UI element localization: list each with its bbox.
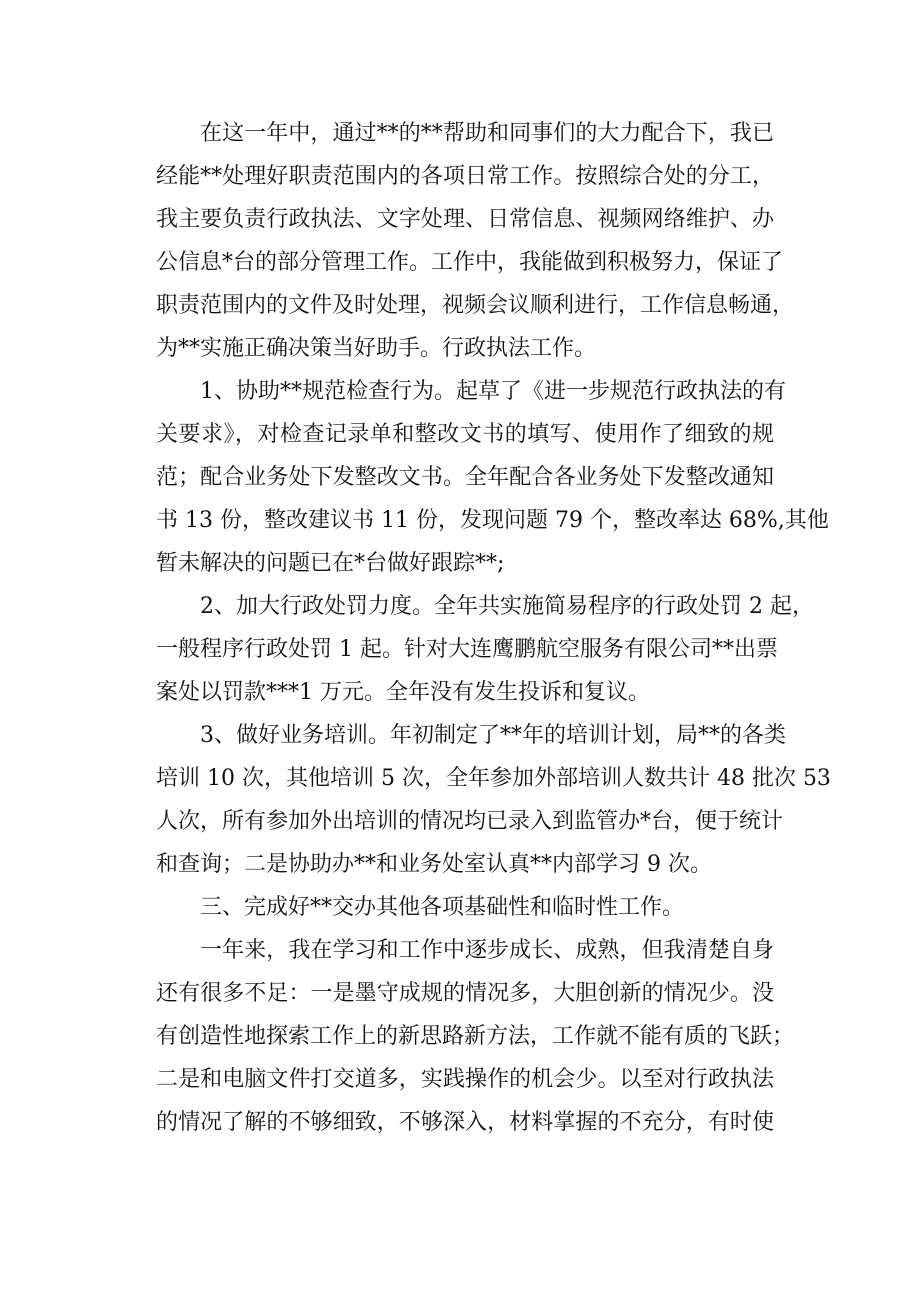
text-line: 为**实施正确决策当好助手。行政执法工作。	[156, 336, 597, 361]
paragraph	[156, 929, 795, 1144]
paragraph	[156, 886, 774, 929]
text-line: 我主要负责行政执法、文字处理、日常信息、视频网络维护、办	[156, 207, 774, 232]
text-line: 的情况了解的不够细致，不够深入，材料掌握的不充分，有时使	[156, 1110, 774, 1135]
text-line: 一般程序行政处罚 1 起。针对大连鹰鹏航空服务有限公司**出票	[156, 637, 778, 662]
paragraph	[156, 370, 829, 585]
paragraph	[156, 585, 814, 714]
document-body	[156, 112, 831, 1144]
text-line: 还有很多不足：一是墨守成规的情况多，大胆创新的情况少。没	[156, 981, 774, 1006]
text-line: 三、完成好**交办其他各项基础性和临时性工作。	[200, 895, 685, 920]
text-line: 人次，所有参加外出培训的情况均已录入到监管办*台，便于统计	[156, 809, 784, 834]
text-line: 经能**处理好职责范围内的各项日常工作。按照综合处的分工，	[156, 164, 774, 189]
text-line: 3、做好业务培训。年初制定了**年的培训计划，局**的各类	[200, 723, 786, 748]
text-line: 范；配合业务处下发整改文书。全年配合各业务处下发整改通知	[156, 465, 774, 490]
text-line: 和查询；二是协助办**和业务处室认真**内部学习 9 次。	[156, 852, 712, 877]
text-line: 2、加大行政处罚力度。全年共实施简易程序的行政处罚 2 起，	[200, 594, 814, 619]
text-line: 案处以罚款***1 万元。全年没有发生投诉和复议。	[156, 680, 650, 705]
paragraph	[156, 714, 831, 886]
text-line: 书 13 份，整改建议书 11 份，发现问题 79 个，整改率达 68%,其他	[156, 508, 829, 533]
text-line: 一年来，我在学习和工作中逐步成长、成熟，但我清楚自身	[200, 938, 774, 963]
text-line: 培训 10 次，其他培训 5 次，全年参加外部培训人数共计 48 批次 53	[156, 766, 831, 791]
text-line: 二是和电脑文件打交道多，实践操作的机会少。以至对行政执法	[156, 1067, 774, 1092]
text-line: 有创造性地探索工作上的新思路新方法，工作就不能有质的飞跃；	[156, 1024, 795, 1049]
text-line: 关要求》，对检查记录单和整改文书的填写、使用作了细致的规	[156, 422, 774, 447]
text-line: 在这一年中，通过**的**帮助和同事们的大力配合下，我已	[200, 121, 774, 146]
paragraph	[156, 112, 795, 370]
text-line: 职责范围内的文件及时处理，视频会议顺利进行，工作信息畅通，	[156, 293, 795, 318]
text-line: 暂未解决的问题已在*台做好跟踪**;	[156, 551, 505, 576]
text-line: 1、协助**规范检查行为。起草了《进一步规范行政执法的有	[200, 379, 786, 404]
text-line: 公信息*台的部分管理工作。工作中，我能做到积极努力，保证了	[156, 250, 784, 275]
